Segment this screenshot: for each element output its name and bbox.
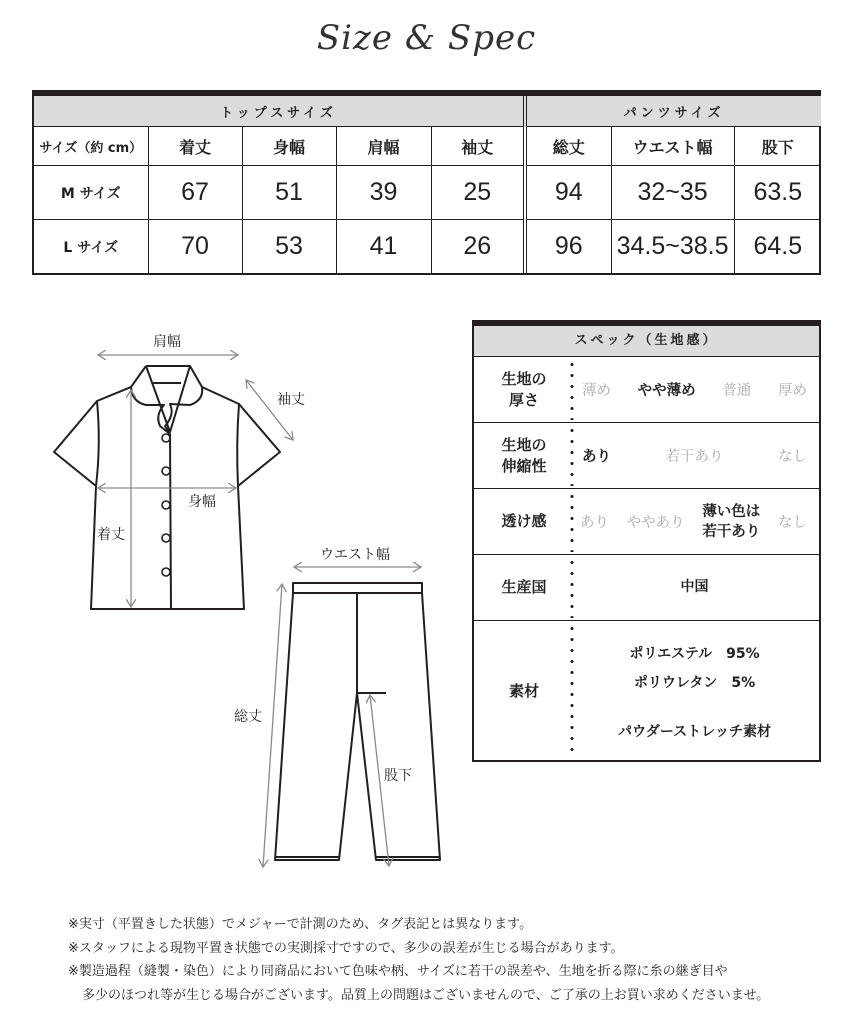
option-thin: 薄め bbox=[582, 383, 611, 399]
shirt-measure-lines bbox=[98, 355, 293, 607]
size-table bbox=[32, 90, 821, 275]
col-total-length: 総丈 bbox=[525, 127, 611, 166]
spec-label bbox=[474, 357, 574, 422]
waist-width-label: ウエスト幅 bbox=[320, 547, 390, 563]
body-width-label: 身幅 bbox=[188, 494, 216, 510]
shoulder-width-label: 肩幅 bbox=[153, 334, 181, 350]
col-shoulder-width: 肩幅 bbox=[336, 127, 431, 166]
option-line: 若干あり bbox=[702, 523, 761, 540]
table-row-l bbox=[34, 220, 821, 273]
option-slight: 若干あり bbox=[665, 449, 724, 465]
table-row-m bbox=[34, 166, 821, 220]
col-waist-width: ウエスト幅 bbox=[611, 127, 734, 166]
note-1: ※実寸（平置きした状態）でメジャーで計測のため、タグ表記とは異なります。 bbox=[68, 917, 533, 932]
length-label: 着丈 bbox=[97, 527, 125, 543]
cell: 25 bbox=[431, 166, 525, 220]
option-none: なし bbox=[777, 515, 807, 531]
pants-illustration bbox=[275, 583, 440, 860]
label-line: 生地の bbox=[501, 369, 547, 388]
option-line: 薄い色は bbox=[702, 503, 761, 520]
spec-row-thickness bbox=[474, 357, 819, 423]
note-3-continued: 多少のほつれ等が生じる場合がございます。品質上の問題はございませんので、ご了承の上お買い求めくださいませ。 bbox=[82, 987, 770, 1003]
option-none: なし bbox=[778, 449, 807, 465]
page-title: Size & Spec bbox=[316, 18, 537, 58]
pants-measure-lines bbox=[263, 567, 421, 867]
row-label: L サイズ bbox=[34, 220, 148, 273]
spec-row-material bbox=[474, 621, 819, 761]
option-normal: 普通 bbox=[722, 383, 752, 399]
cell: 41 bbox=[336, 220, 431, 273]
option-slightly-thin-selected: やや薄め bbox=[637, 383, 696, 399]
spec-header: スペック（生地感） bbox=[474, 326, 819, 357]
note-3: ※製造過程（縫製・染色）により同商品において色味や柄、サイズに若干の誤差や、生地を折る際に糸の継ぎ目や bbox=[68, 964, 728, 979]
option-yes: あり bbox=[580, 515, 609, 531]
spec-label: 透け感 bbox=[474, 489, 574, 554]
col-sleeve-length: 袖丈 bbox=[431, 127, 525, 166]
spec-label bbox=[474, 423, 574, 488]
label-line: 伸縮性 bbox=[501, 456, 547, 475]
label-line: 生地の bbox=[501, 435, 547, 454]
cell: 26 bbox=[431, 220, 525, 273]
note-2: ※スタッフによる現物平置き状態での実測採寸ですので、多少の誤差が生じる場合があります。 bbox=[68, 940, 624, 956]
option-yes-selected: あり bbox=[582, 449, 611, 465]
row-label: M サイズ bbox=[34, 166, 148, 220]
cell: 51 bbox=[242, 166, 336, 220]
pants-size-header: パンツサイズ bbox=[525, 96, 821, 127]
material-line-3: パウダーストレッチ素材 bbox=[617, 723, 772, 740]
option-light-colors-slight-selected bbox=[702, 502, 760, 542]
spec-table bbox=[472, 320, 821, 762]
cell: 64.5 bbox=[734, 220, 821, 273]
material-line-1: ポリエステル 95% bbox=[629, 645, 760, 662]
option-thick: 厚め bbox=[777, 383, 807, 399]
cell: 39 bbox=[336, 166, 431, 220]
label-line: 厚さ bbox=[508, 390, 539, 409]
cell: 70 bbox=[148, 220, 242, 273]
shirt-illustration bbox=[54, 366, 280, 609]
option-somewhat: ややあり bbox=[626, 515, 685, 531]
origin-value: 中国 bbox=[680, 579, 709, 595]
cell: 32~35 bbox=[611, 166, 734, 220]
spec-row-sheerness bbox=[474, 489, 819, 555]
cell: 34.5~38.5 bbox=[611, 220, 734, 273]
tops-size-header: トップスサイズ bbox=[34, 96, 525, 127]
col-size-label: サイズ（約 cm） bbox=[34, 127, 148, 166]
cell: 94 bbox=[525, 166, 611, 220]
cell: 63.5 bbox=[734, 166, 821, 220]
spec-label: 生産国 bbox=[474, 555, 574, 620]
inseam-label: 股下 bbox=[384, 768, 412, 784]
cell: 96 bbox=[525, 220, 611, 273]
notes bbox=[68, 913, 769, 1007]
cell: 67 bbox=[148, 166, 242, 220]
material-line-2: ポリウレタン 5% bbox=[633, 674, 756, 691]
col-length: 着丈 bbox=[148, 127, 242, 166]
cell: 53 bbox=[242, 220, 336, 273]
spec-row-stretch bbox=[474, 423, 819, 489]
col-body-width: 身幅 bbox=[242, 127, 336, 166]
sleeve-length-label: 袖丈 bbox=[277, 392, 305, 408]
col-inseam: 股下 bbox=[734, 127, 821, 166]
spec-label: 素材 bbox=[474, 621, 574, 761]
total-length-label: 総丈 bbox=[234, 709, 262, 725]
spec-row-origin bbox=[474, 555, 819, 621]
